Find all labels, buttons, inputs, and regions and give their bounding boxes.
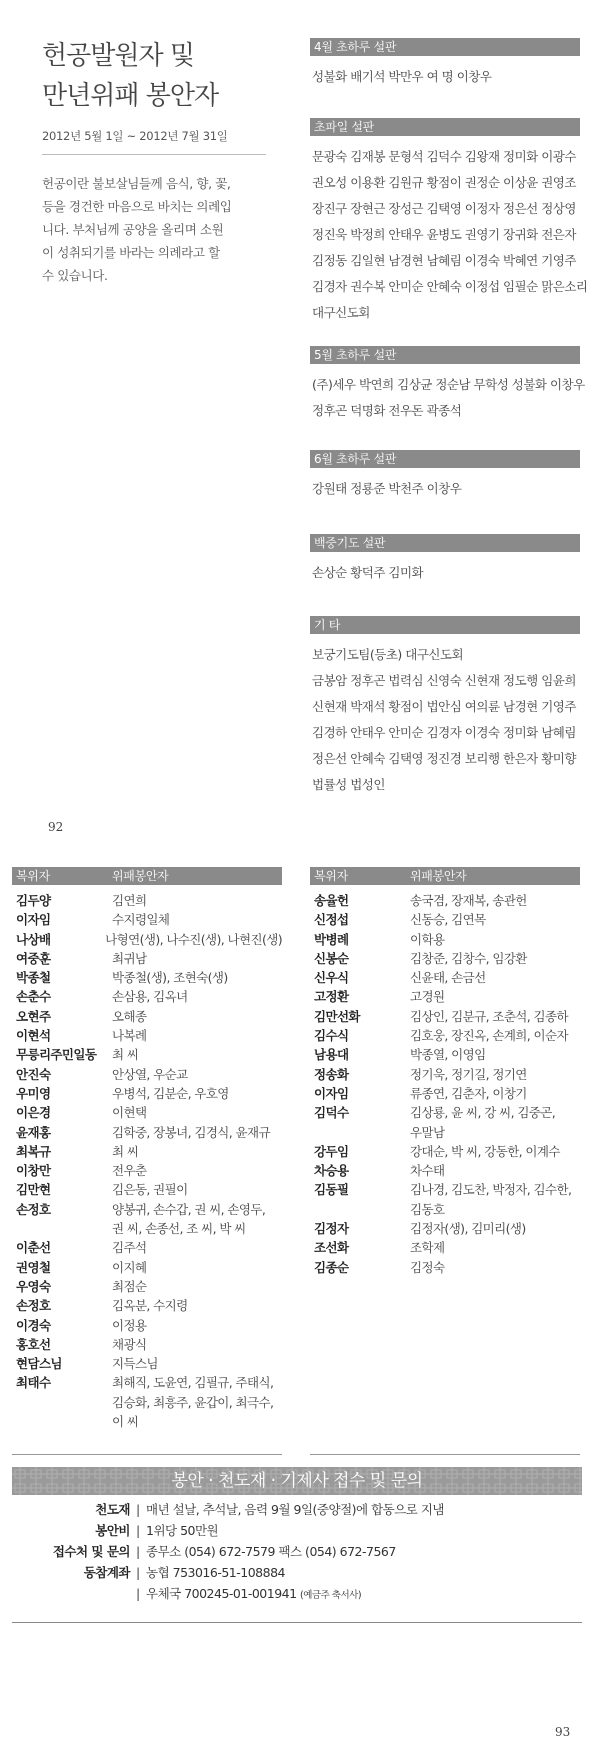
info-label: 접수처 및 문의: [52, 1544, 130, 1559]
info-label: 동참계좌: [83, 1565, 130, 1580]
dedicator-name: 김수식: [314, 1028, 349, 1044]
dedicator-name: 강두임: [314, 1143, 349, 1159]
page-number-top: 92: [48, 820, 64, 834]
enshrined-names: [112, 1316, 282, 1335]
enshrined-names: [112, 1123, 282, 1142]
enshrined-line: 김나경, 김도찬, 박정자, 김수한,: [410, 1182, 572, 1198]
table-row: [12, 1238, 282, 1257]
info-value-text: 우체국 700245-01-001941: [146, 1586, 297, 1601]
enshrined-line: 김상룡, 윤 씨, 강 씨, 김중곤,: [410, 1105, 556, 1121]
section-line: 보궁기도팀(등초) 대구신도회: [312, 647, 464, 662]
intro-line: 이 성취되기를 바라는 의례라고 할: [42, 245, 220, 260]
enshrined-names: [112, 1065, 282, 1084]
enshrined-names: [410, 1161, 580, 1180]
enshrined-line: 최점순: [112, 1278, 147, 1294]
table-row: [12, 1258, 282, 1277]
table-row: [12, 1335, 282, 1354]
info-label: 봉안비: [95, 1523, 130, 1538]
table-divider: [12, 1454, 282, 1455]
info-value: [146, 1499, 444, 1520]
enshrined-line: 손삼용, 김옥녀: [112, 989, 188, 1005]
enshrined-names: [410, 891, 580, 910]
dedicator-name: 손정호: [16, 1201, 51, 1217]
intro-line: 수 있습니다.: [42, 268, 108, 283]
enshrined-names: [410, 1180, 580, 1219]
dedicator-name: 무릉리주민일동: [16, 1047, 97, 1063]
enshrined-line: 이현택: [112, 1105, 147, 1121]
info-separator: |: [136, 1523, 140, 1538]
dedicator-name: 이자임: [314, 1085, 349, 1101]
dedicator-name: 박종철: [16, 970, 51, 986]
table-body: [310, 885, 580, 1277]
table-header-col1: 복위자: [314, 869, 348, 883]
enshrined-line: 이학용: [410, 931, 445, 947]
section-line: 정은선 안혜숙 김택영 정진경 보리행 한은자 황미향: [312, 751, 576, 766]
enshrined-names: [112, 1296, 282, 1315]
table-row: [310, 1026, 580, 1045]
enshrined-line: 안상열, 우순교: [112, 1066, 188, 1082]
section-may-offering: [310, 346, 585, 424]
table-row: [310, 891, 580, 910]
enshrined-names: [112, 1142, 282, 1161]
section-line: (주)세우 박연희 김상균 정순남 무학성 성불화 이창우: [312, 377, 585, 392]
dedicator-name: 신정섭: [314, 912, 349, 928]
intro-line: 니다. 부처님께 공양을 올리며 소원: [42, 222, 224, 237]
enshrined-names: [112, 1084, 282, 1103]
table-row: [12, 1277, 282, 1296]
enshrined-line: 최해직, 도윤연, 김필규, 주태식,: [112, 1375, 274, 1391]
enshrined-line: 나복례: [112, 1028, 147, 1044]
enshrined-line: 수지령일체: [112, 912, 170, 928]
section-line: 정후곤 덕명화 전우돈 곽종석: [312, 403, 462, 418]
enshrined-line: 이지혜: [112, 1259, 147, 1275]
enshrined-line: 최 씨: [112, 1143, 139, 1159]
section-body: [310, 144, 588, 326]
table-row: [310, 1065, 580, 1084]
section-line: 문광숙 김재봉 문형석 김덕수 김왕재 정미화 이광수: [312, 149, 576, 164]
section-heading: 초파일 설판: [310, 118, 580, 136]
dedicator-name: 조선화: [314, 1240, 349, 1256]
enshrined-line: 이정용: [112, 1317, 147, 1333]
dedicator-name: 김종순: [314, 1259, 349, 1275]
table-row: [12, 1296, 282, 1315]
enshrined-line: 박종열, 이영임: [410, 1047, 486, 1063]
section-line: 법률성 법성인: [312, 777, 385, 792]
dedicator-name: 신우식: [314, 970, 349, 986]
enshrined-line: 전우춘: [112, 1163, 147, 1179]
enshrined-names: [410, 968, 580, 987]
enshrined-line: 고경원: [410, 989, 445, 1005]
section-line: 신현재 박재석 황점이 법안심 여의륜 남경현 기영주: [312, 699, 576, 714]
dedicator-name: 안진숙: [16, 1066, 51, 1082]
enshrined-line: 송국겸, 장재복, 송관헌: [410, 893, 527, 908]
info-row: [12, 1520, 582, 1541]
enshrined-names: [112, 1200, 282, 1239]
section-heading: 5월 초하루 설판: [310, 346, 580, 364]
table-row: [310, 1219, 580, 1238]
enshrined-names: [112, 1007, 282, 1026]
table-row: [12, 1065, 282, 1084]
section-body: [310, 560, 580, 586]
section-line: 김경자 권수복 안미순 안혜숙 이정섭 임필순 맑은소리: [312, 279, 588, 294]
enshrined-names: [410, 910, 580, 929]
enshrined-names: [410, 1045, 580, 1064]
title-line-1: 헌공발원자 및: [42, 41, 194, 71]
info-separator: |: [136, 1565, 140, 1580]
info-value-text: 농협 753016-51-108884: [146, 1565, 285, 1580]
enshrined-line: 김주석: [112, 1240, 147, 1256]
enshrined-line: 양봉귀, 손수갑, 권 씨, 손영두,: [112, 1201, 266, 1217]
section-line: 장진구 장현근 장성근 김택영 이정자 정은선 정상영: [312, 201, 576, 216]
enshrined-line: 김상인, 김분규, 조춘석, 김종하: [410, 1008, 568, 1024]
enshrined-names: [112, 1180, 282, 1199]
section-buddha-birthday-offering: [310, 118, 588, 326]
table-row: [310, 968, 580, 987]
dedicator-name: 김동필: [314, 1182, 349, 1198]
table-row: [12, 1373, 282, 1431]
enshrined-names: [410, 1065, 580, 1084]
info-value-text: 종무소 (054) 672-7579 팩스 (054) 672-7567: [146, 1544, 396, 1559]
enshrined-names: [410, 949, 580, 968]
section-body: [310, 476, 580, 502]
enshrined-names: [112, 987, 282, 1006]
enshrined-names: [105, 930, 282, 949]
dedicator-name: 남용대: [314, 1047, 349, 1063]
dedicator-name: 손정호: [16, 1298, 51, 1314]
section-line: 성불화 배기석 박만우 여 명 이창우: [312, 69, 492, 84]
table-row: [12, 910, 282, 929]
enshrined-names: [112, 1373, 282, 1431]
enshrined-names: [410, 930, 580, 949]
enshrined-line: 권 씨, 손종선, 조 씨, 박 씨: [112, 1221, 246, 1237]
enshrined-line: 조학제: [410, 1240, 445, 1256]
enshrined-line: 채광식: [112, 1336, 147, 1352]
enshrined-names: [410, 1026, 580, 1045]
enshrined-names: [410, 1103, 580, 1142]
dedicator-name: 이창만: [16, 1163, 51, 1179]
enshrined-names: [410, 1238, 580, 1257]
enshrined-line: 최귀남: [112, 950, 147, 966]
table-row: [310, 949, 580, 968]
table-row: [12, 949, 282, 968]
section-line: 김정동 김일현 남경현 남혜림 이경숙 박혜연 기영주: [312, 253, 576, 268]
table-body: [12, 885, 282, 1431]
intro-line: 헌공이란 불보살님들께 음식, 향, 꽃,: [42, 176, 231, 191]
dedicator-name: 이춘선: [16, 1240, 51, 1256]
intro-paragraph: [42, 172, 257, 287]
info-label: 천도재: [95, 1502, 130, 1517]
table-row: [12, 1103, 282, 1122]
title-line-2: 만년위패 봉안자: [42, 81, 219, 111]
enshrined-names: [112, 1354, 282, 1373]
table-row: [310, 1084, 580, 1103]
enshrined-names: [112, 949, 282, 968]
dedicator-name: 현담스님: [16, 1356, 62, 1372]
enshrined-line: 류종연, 김춘자, 이창기: [410, 1085, 527, 1101]
info-value: [146, 1520, 218, 1541]
enshrined-line: 나형연(생), 나수진(생), 나현진(생): [105, 931, 282, 947]
info-banner: [12, 1467, 582, 1495]
enshrined-line: 강대순, 박 씨, 강동한, 이계수: [410, 1143, 560, 1159]
table-row: [12, 1084, 282, 1103]
table-row: [12, 1123, 282, 1142]
info-row: [12, 1499, 582, 1520]
dedicator-name: 손춘수: [16, 989, 51, 1005]
table-row: [12, 1180, 282, 1199]
enshrined-line: 김연희: [112, 893, 147, 908]
enshrined-names: [112, 910, 282, 929]
enshrined-names: [112, 1238, 282, 1257]
enshrined-line: 최 씨: [112, 1047, 139, 1063]
dedicator-name: 오현주: [16, 1008, 51, 1024]
section-body: [310, 64, 580, 90]
info-separator: |: [136, 1544, 140, 1559]
enshrined-line: 김정숙: [410, 1259, 445, 1275]
section-line: 대구신도회: [312, 305, 370, 320]
enshrined-line: 김창준, 김창수, 임강환: [410, 950, 527, 966]
intro-line: 등을 경건한 마음으로 바치는 의례입: [42, 199, 232, 214]
section-line: 강원태 정룡준 박천주 이창우: [312, 481, 462, 496]
enshrined-names: [112, 891, 282, 910]
table-row: [310, 930, 580, 949]
dedicator-name: 최태수: [16, 1375, 51, 1391]
enshrined-names: [410, 1007, 580, 1026]
table-row: [310, 987, 580, 1006]
section-june-offering: [310, 450, 580, 502]
section-heading: 기 타: [310, 616, 580, 634]
info-label: [12, 1583, 136, 1606]
table-row: [12, 987, 282, 1006]
section-line: 정진욱 박정희 안태우 윤병도 권영기 장귀화 전은자: [312, 227, 576, 242]
dedicator-name: 나상배: [16, 931, 51, 947]
enshrined-names: [112, 1045, 282, 1064]
info-title: 봉안 · 천도재 · 기제사 접수 및 문의: [171, 1471, 423, 1491]
page-title: [42, 36, 262, 116]
table-row: [12, 968, 282, 987]
enshrined-names: [410, 1258, 580, 1277]
enshrined-names: [112, 1335, 282, 1354]
dedicator-name: 이경숙: [16, 1317, 51, 1333]
dedicator-name: 김만현: [16, 1182, 51, 1198]
dedicator-name: 김정자: [314, 1221, 349, 1237]
section-other: [310, 616, 580, 798]
enshrined-line: 지득스님: [112, 1356, 158, 1372]
page-number-bottom: 93: [555, 1725, 571, 1739]
info-row: [12, 1562, 582, 1583]
table-row: [12, 1200, 282, 1239]
table-header-col2: 위패봉안자: [410, 869, 467, 883]
enshrined-line: 차수태: [410, 1163, 445, 1179]
dedicator-name: 차승용: [314, 1163, 349, 1179]
enshrined-line: 김승화, 최흥주, 윤갑이, 최극수,: [112, 1394, 274, 1410]
enshrined-line: 김동호: [410, 1201, 445, 1217]
table-row: [310, 910, 580, 929]
section-line: 금봉암 정후곤 법력심 신영숙 신현재 정도행 임윤희: [312, 673, 576, 688]
table-header-col2: 위패봉안자: [112, 869, 169, 883]
section-heading: 6월 초하루 설판: [310, 450, 580, 468]
dedicator-name: 고정환: [314, 989, 349, 1005]
table-row: [310, 1238, 580, 1257]
enshrined-names: [410, 987, 580, 1006]
table-header: [310, 867, 580, 885]
enshrined-line: 김은동, 권필이: [112, 1182, 188, 1198]
info-row: [12, 1583, 582, 1606]
table-row: [310, 1007, 580, 1026]
dedicator-name: 여중훈: [16, 950, 51, 966]
table-row: [12, 891, 282, 910]
table-row: [12, 1045, 282, 1064]
section-line: 김경하 안태우 안미순 김경자 이경숙 정미화 남혜림: [312, 725, 576, 740]
enshrined-names: [112, 1026, 282, 1045]
dedicator-name: 신봉순: [314, 950, 349, 966]
dedicator-name: 우영숙: [16, 1278, 51, 1294]
enshrined-line: 신동승, 김연목: [410, 912, 486, 928]
enshrined-line: 박종철(생), 조현숙(생): [112, 970, 228, 986]
dedicator-name: 권영철: [16, 1259, 51, 1275]
table-row: [12, 1007, 282, 1026]
enshrined-names: [112, 968, 282, 987]
period-text: 2012년 5월 1일 ~ 2012년 7월 31일: [42, 128, 266, 155]
enshrined-line: 김학중, 장봉녀, 김경식, 윤재규: [112, 1124, 270, 1140]
section-line: 권오성 이용환 김원규 황점이 권정순 이상윤 권영조: [312, 175, 576, 190]
enshrined-line: 이 씨: [112, 1414, 139, 1430]
memorial-table-left: [12, 867, 282, 1431]
section-heading: 백중기도 설판: [310, 534, 580, 552]
section-heading: 4월 초하루 설판: [310, 38, 580, 56]
dedicator-name: 송율헌: [314, 893, 349, 908]
table-row: [12, 1026, 282, 1045]
info-value-text: 매년 설날, 추석날, 음력 9월 9일(중양절)에 합동으로 지냄: [146, 1502, 444, 1517]
table-header-col1: 복위자: [16, 869, 50, 883]
info-separator: |: [136, 1586, 140, 1601]
enshrined-names: [112, 1161, 282, 1180]
table-row: [12, 1161, 282, 1180]
table-row: [310, 1258, 580, 1277]
dedicator-name: 이은경: [16, 1105, 51, 1121]
info-value: [146, 1541, 396, 1562]
info-value: [146, 1562, 285, 1583]
table-row: [12, 1142, 282, 1161]
table-header: [12, 867, 282, 885]
memorial-table-right: [310, 867, 580, 1277]
enshrined-line: 김호웅, 장진옥, 손계희, 이순자: [410, 1028, 568, 1044]
section-body: [310, 372, 585, 424]
dedicator-name: 최복규: [16, 1143, 51, 1159]
dedicator-name: 홍호선: [16, 1336, 51, 1352]
dedicator-name: 김덕수: [314, 1105, 349, 1121]
table-row: [310, 1045, 580, 1064]
enshrined-line: 오해종: [112, 1008, 147, 1024]
enshrined-line: 우병석, 김분순, 우호영: [112, 1085, 229, 1101]
enshrined-line: 신윤태, 손금선: [410, 970, 486, 986]
section-line: 손상순 황덕주 김미화: [312, 565, 424, 580]
enshrined-line: 우말남: [410, 1124, 445, 1140]
table-row: [12, 1316, 282, 1335]
info-value: [146, 1583, 361, 1606]
dedicator-name: 김두양: [16, 893, 51, 908]
table-divider: [310, 1454, 580, 1455]
enshrined-line: 김옥분, 수지령: [112, 1298, 188, 1314]
table-row: [310, 1161, 580, 1180]
dedicator-name: 박병례: [314, 931, 349, 947]
info-separator: |: [136, 1502, 140, 1517]
table-row: [310, 1180, 580, 1219]
table-row: [310, 1103, 580, 1142]
enshrined-names: [112, 1277, 282, 1296]
section-baekjung-offering: [310, 534, 580, 586]
dedicator-name: 이현석: [16, 1028, 51, 1044]
dedicator-name: 김만선화: [314, 1008, 360, 1024]
enshrined-names: [410, 1084, 580, 1103]
dedicator-name: 윤재홍: [16, 1124, 51, 1140]
info-value-note: (예금주 축서사): [300, 1590, 362, 1601]
dedicator-name: 우미영: [16, 1085, 51, 1101]
info-rows: [12, 1499, 582, 1606]
section-april-offering: [310, 38, 580, 90]
info-value-text: 1위당 50만원: [146, 1523, 219, 1538]
table-row: [12, 1354, 282, 1373]
info-row: [12, 1541, 582, 1562]
dedicator-name: 이자임: [16, 912, 51, 928]
enshrined-line: 김정자(생), 김미리(생): [410, 1221, 526, 1237]
table-row: [310, 1142, 580, 1161]
enshrined-names: [410, 1142, 580, 1161]
enshrined-names: [112, 1103, 282, 1122]
enshrined-names: [410, 1219, 580, 1238]
dedicator-name: 정송화: [314, 1066, 349, 1082]
enshrined-line: 정기욱, 정기길, 정기연: [410, 1066, 527, 1082]
table-row: [12, 930, 282, 949]
section-body: [310, 642, 580, 798]
enshrined-names: [112, 1258, 282, 1277]
info-divider: [12, 1622, 582, 1623]
